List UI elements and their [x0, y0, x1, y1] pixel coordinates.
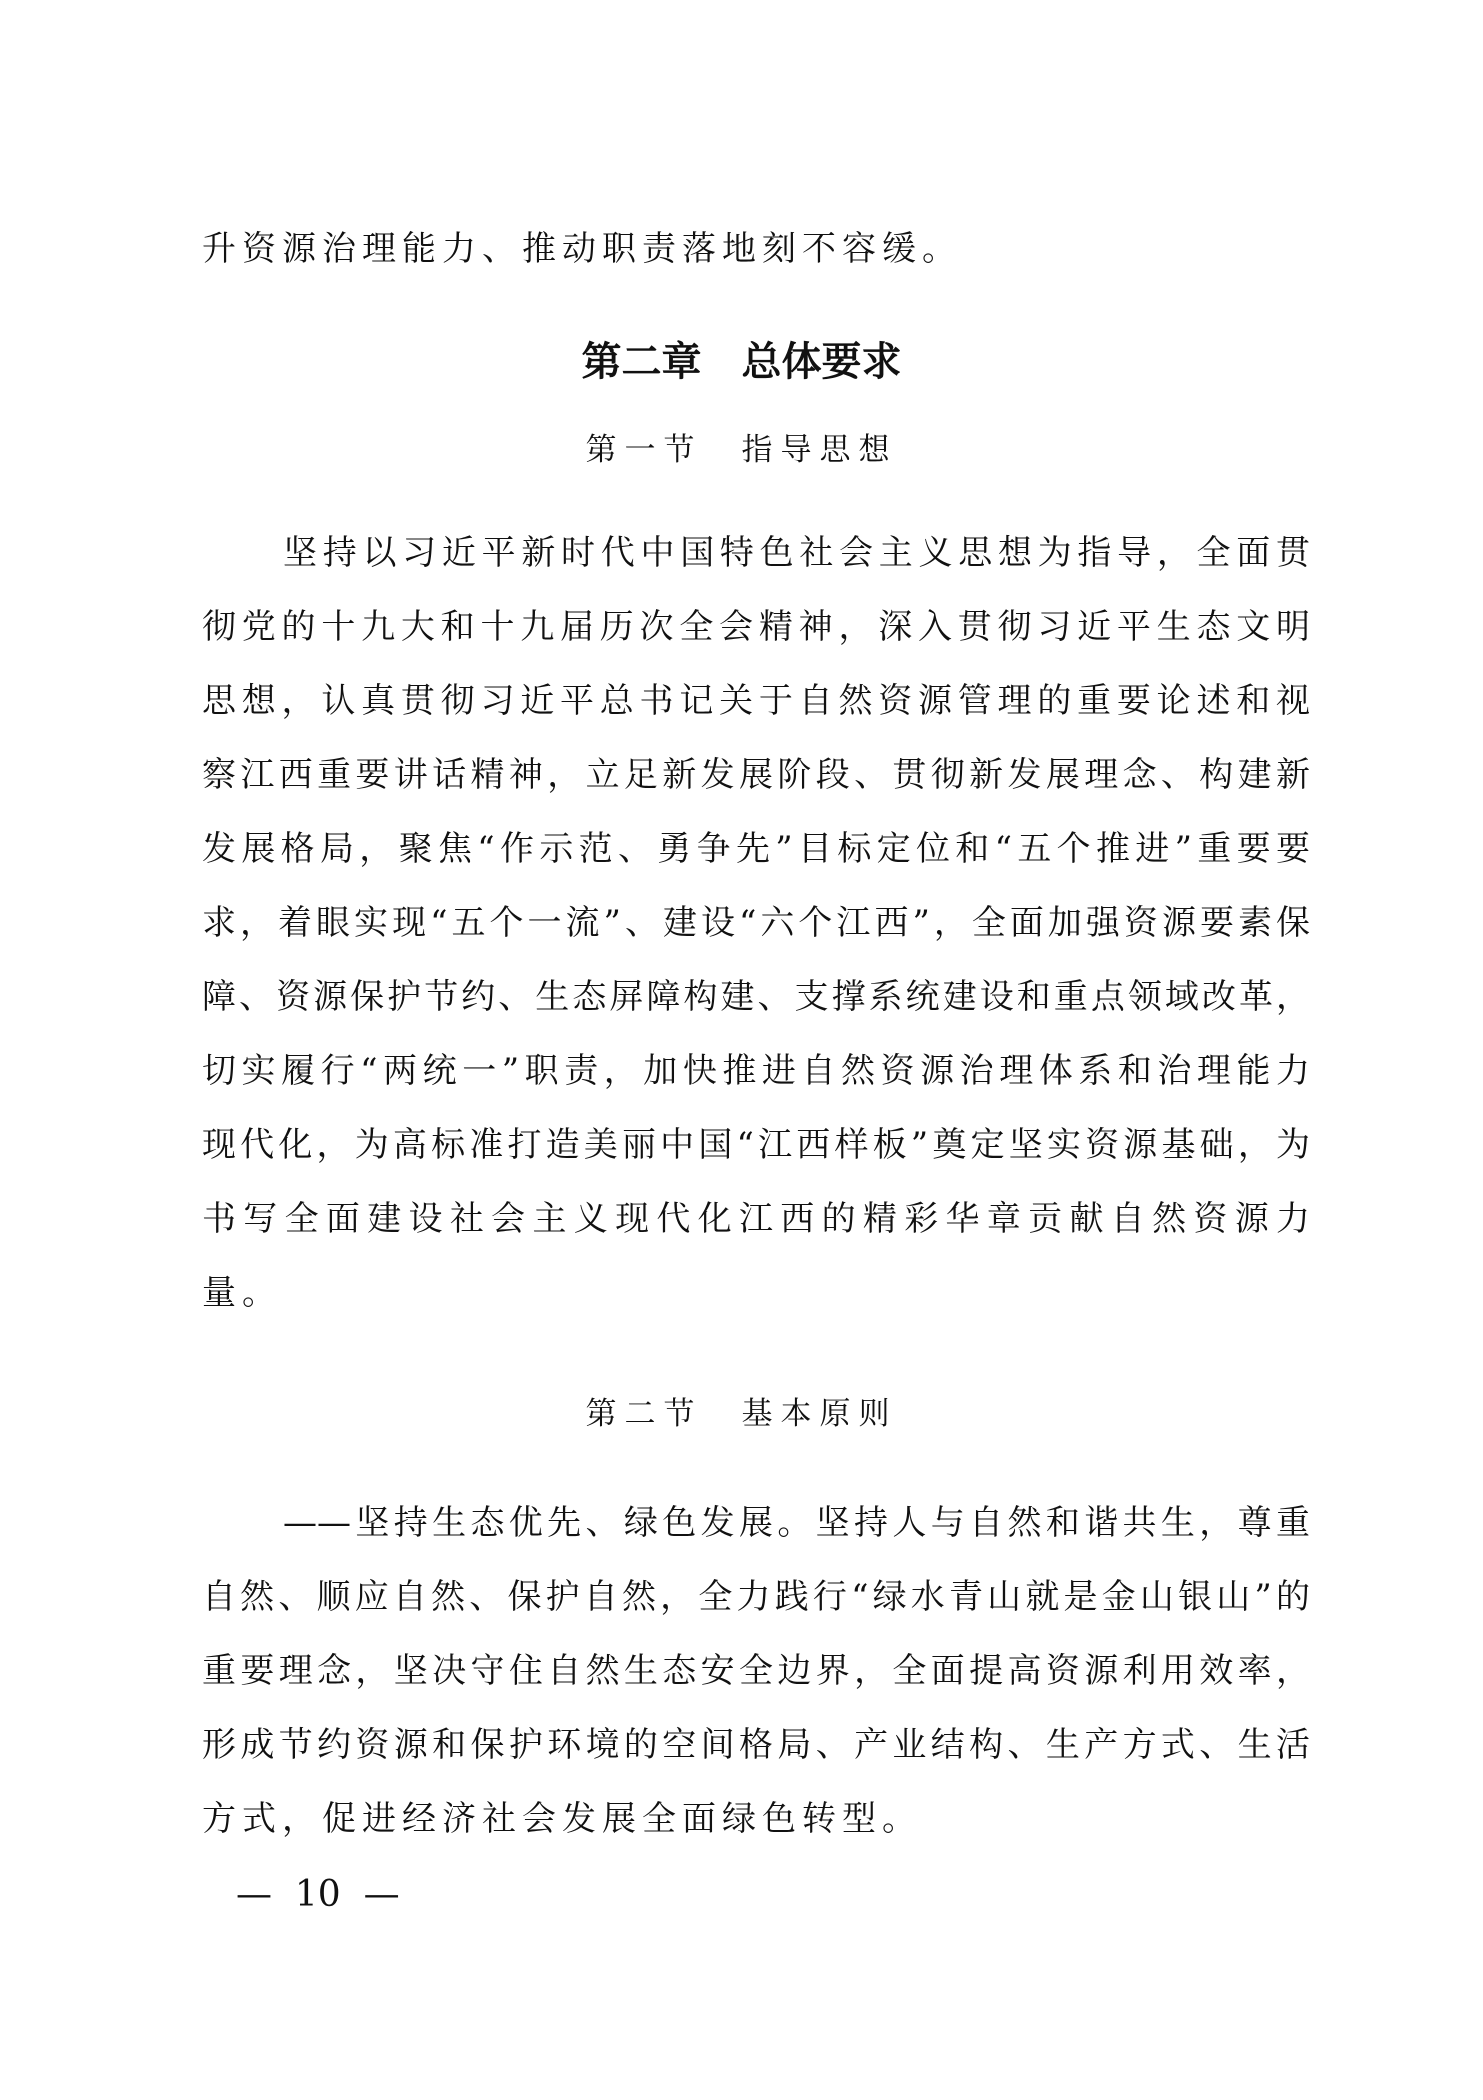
section-title-2: 第二节 基本原则 [585, 1396, 898, 1432]
paragraph-line: 思想，认真贯彻习近平总书记关于自然资源管理的重要论述和视 [202, 681, 1310, 721]
paragraph-line: 自然、顺应自然、保护自然，全力践行“绿水青山就是金山银山”的 [202, 1577, 1310, 1617]
chapter-title: 第二章 总体要求 [581, 339, 902, 385]
paragraph-line: 彻党的十九大和十九届历次全会精神，深入贯彻习近平生态文明 [202, 607, 1310, 647]
section-title-1: 第一节 指导思想 [585, 432, 898, 468]
paragraph-line: 察江西重要讲话精神，立足新发展阶段、贯彻新发展理念、构建新 [202, 755, 1310, 795]
paragraph-line: 书写全面建设社会主义现代化江西的精彩华章贡献自然资源力 [202, 1199, 1310, 1239]
paragraph-line: 切实履行“两统一”职责，加快推进自然资源治理体系和治理能力 [202, 1051, 1310, 1091]
paragraph-line: ——坚持生态优先、绿色发展。坚持人与自然和谐共生，尊重 [283, 1503, 1310, 1543]
paragraph-line: 求，着眼实现“五个一流”、建设“六个江西”，全面加强资源要素保 [202, 903, 1310, 943]
paragraph-line: 重要理念，坚决守住自然生态安全边界，全面提高资源利用效率， [202, 1651, 1310, 1691]
continuation-line: 升资源治理能力、推动职责落地刻不容缓。 [202, 229, 962, 269]
paragraph-line: 方式，促进经济社会发展全面绿色转型。 [202, 1799, 922, 1839]
paragraph-line: 量。 [202, 1273, 282, 1313]
paragraph-line: 障、资源保护节约、生态屏障构建、支撑系统建设和重点领域改革， [202, 977, 1310, 1017]
paragraph-line: 现代化，为高标准打造美丽中国“江西样板”奠定坚实资源基础，为 [202, 1125, 1310, 1165]
paragraph-line: 发展格局，聚焦“作示范、勇争先”目标定位和“五个推进”重要要 [202, 829, 1310, 869]
paragraph-line: 形成节约资源和保护环境的空间格局、产业结构、生产方式、生活 [202, 1725, 1310, 1765]
page-number: — 10 — [236, 1874, 400, 1915]
paragraph-line: 坚持以习近平新时代中国特色社会主义思想为指导，全面贯 [283, 533, 1310, 573]
